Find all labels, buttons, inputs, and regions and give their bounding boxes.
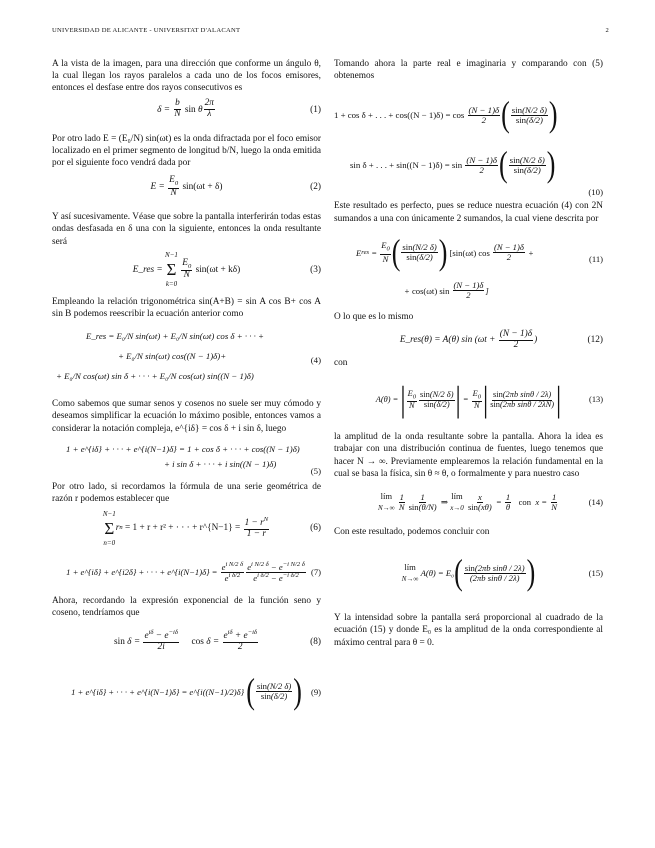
page-number: 2 xyxy=(605,27,609,34)
equation-13: A(θ) = | $\frac{E_0}{N}$ $\frac{\sin(N/2 \delta)}{\sin(\delta/2)}$ | = $\frac{E_0}{N}$ | $\frac{\text{sin(2πb sinθ / 2λ)}}{\text{sin(2πb sinθ / 2λN)}}$ | (13) xyxy=(375,379,603,420)
paragraph: con xyxy=(334,358,348,369)
paragraph: la amplitud de la onda resultante sobre la pantalla. Ahora la idea es trabajar con una distribución continua de fuentes, luego tenemos que hacer N → ∞. Previamente emplearemos la relación fundamental en la cual se basa la física, sin θ ≈ θ, o formalmente y para nuestro caso xyxy=(334,432,603,479)
paragraph: Y la intensidad sobre la pantalla será proporcional al cuadrado de la ecuación (15) y donde E₀ es la amplitud de la onda correspondiente al máximo central para θ = 0. xyxy=(334,613,603,648)
equation-10: 1 + cos δ + . . . + cos((N − 1)δ) = cos $\frac{(N - 1)\delta}{2}$ ( $\frac{\sin(N/2 \delta)}{\sin(\delta/2)}$ ) sin δ + . . . + sin((N − 1)δ) = sin $\frac{(N - 1)\delta}{2}$ ( $\frac{\sin(N/2 \delta)}{\sin(\delta/2)}$ ) (10) xyxy=(334,94,603,198)
equation-7: 1 + e^{iδ} + e^{i2δ} + · · · + e^{i(N−1)δ} = $\frac{e^{i N/2 \delta}}{e^{i \delta/2}}$ $\frac{e^{i N/2 \delta} - e^{-i N/2 \delta}}{e^{i \delta/2} - e^{-i \delta/2}}$ (7) xyxy=(66,560,321,583)
equation-15: lím N→∞ A(θ) = E₀ ( $\frac{\text{sin(2πb sinθ / 2λ)}}{\text{(2πb sinθ / 2λ)}}$ ) (15) xyxy=(401,552,603,593)
paragraph: Tomando ahora la parte real e imaginaria y comparando con (5) obtenemos xyxy=(334,59,603,82)
left-column xyxy=(52,58,321,720)
paragraph: Este resultado es perfecto, pues se reduce nuestra ecuación (4) con 2N sumandos a una con únicamente 2 sumandos, la cual viene descrita por xyxy=(334,201,603,224)
equation-9: 1 + e^{iδ} + · · · + e^{i(N−1)δ} = e^{i((N−1)/2)δ} ( $\frac{\sin(N/2 \delta)}{\sin(\delta/2)}$ ) (9) xyxy=(71,670,321,712)
equation-3: E_res = N−1 Σ k=0 $\frac{E_0}{N}$ sin(ωt + kδ) (3) xyxy=(132,251,321,289)
paragraph: Por otro lado, si recordamos la fórmula de una serie geométrica de razón r podemos establecer que xyxy=(52,481,321,505)
paragraph: Por otro lado E = (E₀/N) sin(ωt) es la onda difractada por el foco emisor localizado en el primer segmento de longitud b/N, luego la onda emitida por el siguiente foco vendrá dada por xyxy=(52,133,322,169)
equation-1: δ = $\frac{b}{N}$ sin θ $\frac{2\pi}{\lambda}$ (1) xyxy=(157,98,321,120)
equation-8: sin δ = $\frac{e^{i\delta} - e^{-i\delta}}{2i}$ cos δ = $\frac{e^{i\delta} + e^{-i\delta}}{2}$ (8) xyxy=(114,629,321,653)
equation-5: 1 + e^{iδ} + · · · + e^{i(N−1)δ} = 1 + cos δ + · · · + cos((N − 1)δ) + i sin δ + · · · + i sin((N − 1)δ) (5) xyxy=(66,443,321,476)
equation-4: E_res = E₀/N sin(ωt) + E₀/N sin(ωt) cos δ + · · · + + E₀/N sin(ωt) cos((N − 1)δ)+ + E₀/N cos(ωt) sin δ + · · · + E₀/N cos(ωt) sin((N − 1)δ) (4) xyxy=(56,331,321,382)
paragraph: Empleando la relación trigonométrica sin(A+B) = sin A cos B+ cos A sin B podemos reescribir la ecuación anterior como xyxy=(52,296,321,320)
paragraph: Y así sucesivamente. Véase que sobre la pantalla interferirán todas estas ondas desfasada en δ una con la siguiente, entonces la onda resultante será xyxy=(52,212,321,247)
equation-2: E = $\frac{E_0}{N}$ sin(ωt + δ) (2) xyxy=(150,174,321,198)
equation-6: N−1 Σ n=0 r n = 1 + r + r² + · · · + r^{N−1} = $\frac{1 - r^N}{1 - r}$ (6) xyxy=(102,509,321,547)
equation-14: lím N→∞ $\frac{1}{N}$ $\frac{1}{\sin(\theta/N)}$ ⇒ lím x→0 $\frac{x}{\sin(x\theta)}$ = $\frac{1}{\theta}$ con x = $\frac{1}{N}$ (14) xyxy=(378,490,603,513)
header-institution: UNIVERSIDAD DE ALICANTE - UNIVERSITAT D'ALACANT xyxy=(52,27,241,34)
paragraph: A la vista de la imagen, para una dirección que conforme un ángulo θ, la cual llegan los rayos paralelos a cada uno de los focos emisores, entonces el desfase entre dos rayos consecutivos es xyxy=(52,59,321,94)
equation-12: E_res(θ) = A(θ) sin (ωt + $\frac{(N - 1)\delta}{2}$ ) (12) xyxy=(399,328,603,350)
page-header xyxy=(52,27,609,37)
paragraph: Con este resultado, podemos concluir con xyxy=(334,527,490,538)
paragraph: Ahora, recordando la expresión exponencial de la función seno y coseno, tendríamos que xyxy=(52,596,321,619)
paragraph: Como sabemos que sumar senos y cosenos no suele ser muy cómodo y deseamos simplificar la ecuación lo máximo posible, entonces vamos a considerar la notación compleja, e^{iδ} = cos δ + i sin δ, luego xyxy=(52,399,321,434)
paragraph: O lo que es lo mismo xyxy=(334,311,414,322)
right-column xyxy=(334,58,603,649)
equation-11: E res = $\frac{E_0}{N}$ ( $\frac{\sin(N/2 \delta)}{\sin(\delta/2)}$ ) [sin(ωt) cos $\frac{(N - 1)\delta}{2}$ + + cos(ωt) sin $\frac{(N - 1)\delta}{2}$ ] (11) xyxy=(356,231,603,301)
